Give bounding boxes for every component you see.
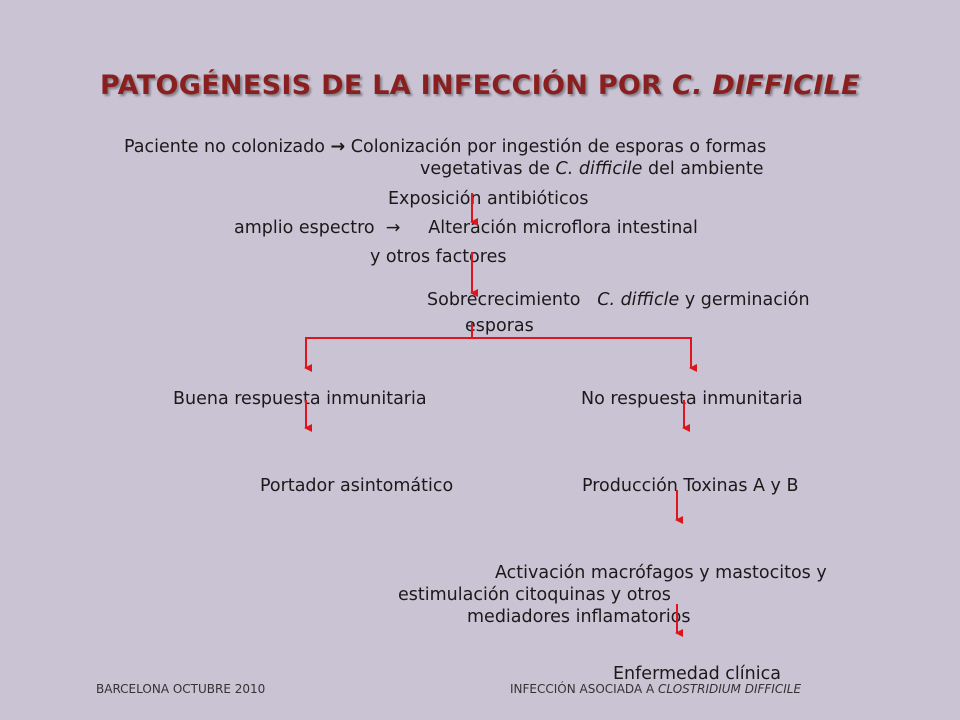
arrow-glyph-2: → bbox=[385, 218, 401, 238]
text-estimulacion: estimulación citoquinas y otros bbox=[398, 585, 671, 605]
text-colonizacion: Colonización por ingestión de esporas o formas bbox=[350, 137, 767, 157]
text-alteracion: Alteración microflora intestinal bbox=[428, 218, 698, 238]
text-cdiff: C. difficile bbox=[555, 159, 643, 179]
text-mediadores: mediadores inflamatorios bbox=[467, 607, 691, 627]
text-no-respuesta: No respuesta inmunitaria bbox=[581, 389, 803, 409]
text-paciente: Paciente no colonizado bbox=[124, 137, 325, 157]
text-sobre: Sobrecrecimiento bbox=[427, 290, 598, 310]
footer-left: BARCELONA OCTUBRE 2010 bbox=[96, 682, 266, 696]
arrow-glyph: → bbox=[330, 137, 346, 157]
text-otros-factores: y otros factores bbox=[370, 247, 507, 267]
text-produccion: Producción Toxinas A y B bbox=[582, 476, 799, 496]
text-portador: Portador asintomático bbox=[260, 476, 454, 496]
text-exposicion: Exposición antibióticos bbox=[388, 189, 589, 209]
footer-right-italic: CLOSTRIDIUM DIFFICILE bbox=[658, 682, 802, 696]
title-italic: C. DIFFICILE bbox=[671, 70, 860, 101]
title-main: PATOGÉNESIS DE LA INFECCIÓN POR bbox=[100, 70, 672, 101]
text-enfermedad: Enfermedad clínica bbox=[613, 664, 781, 684]
text-amplio: amplio espectro bbox=[234, 218, 375, 238]
text-ambiente: del ambiente bbox=[642, 159, 764, 179]
text-esporas: esporas bbox=[465, 316, 534, 336]
text-germinacion: y germinación bbox=[679, 290, 810, 310]
text-cdifficle: C. difficle bbox=[597, 290, 680, 310]
text-vegetativas: vegetativas de bbox=[420, 159, 556, 179]
text-buena-respuesta: Buena respuesta inmunitaria bbox=[173, 389, 427, 409]
footer-right bbox=[510, 682, 801, 696]
footer-right-text: INFECCIÓN ASOCIADA A bbox=[510, 682, 659, 696]
text-activacion: Activación macrófagos y mastocitos y bbox=[495, 563, 827, 583]
